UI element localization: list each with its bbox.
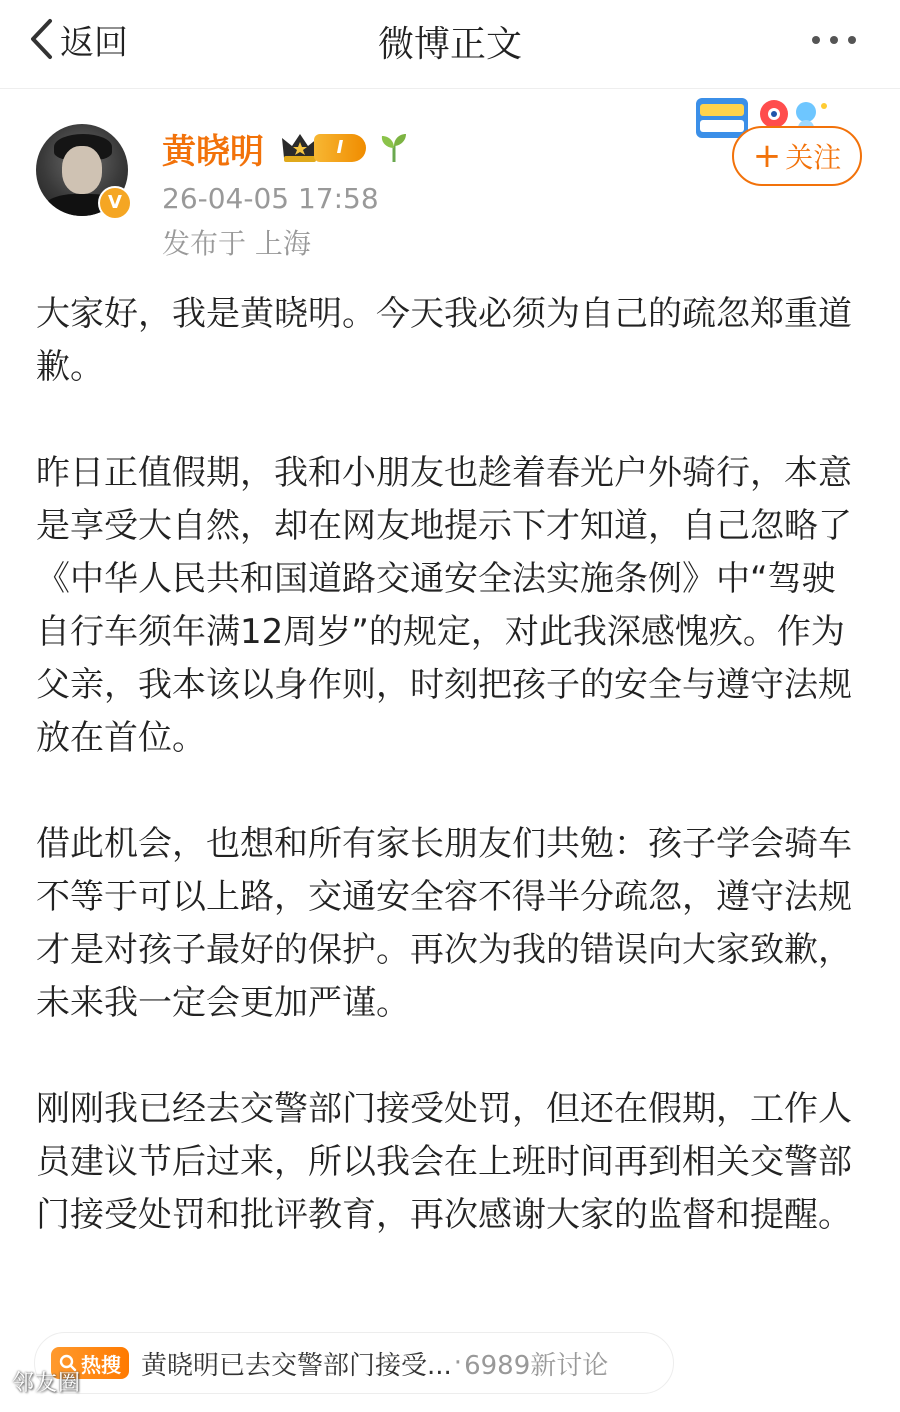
hot-search-tag-label: 热搜	[81, 1352, 121, 1377]
post-content	[36, 288, 866, 1242]
more-dots-icon[interactable]	[812, 22, 856, 58]
hot-search-link[interactable]	[34, 1332, 674, 1394]
post-paragraph: 大家好，我是黄晓明。今天我必须为自己的疏忽郑重道歉。	[36, 294, 852, 387]
post-timestamp: 26-04-05 17:58	[162, 182, 379, 215]
watermark: 邻友圈	[12, 1371, 82, 1396]
hot-search-text: 黄晓明已去交警部门接受...	[141, 1350, 452, 1381]
top-nav-bar	[0, 0, 900, 89]
post-paragraph: 刚刚我已经去交警部门接受处罚，但还在假期，工作人员建议节后过来，所以我会在上班时间再到相关交警部门接受处罚和批评教育，再次感谢大家的监督和提醒。	[36, 1089, 852, 1235]
author-name[interactable]: 黄晓明	[162, 132, 264, 172]
follow-button[interactable]	[732, 126, 862, 186]
plus-icon: +	[752, 136, 782, 176]
post-location: 发布于 上海	[162, 227, 311, 260]
post-paragraph: 昨日正值假期，我和小朋友也趁着春光户外骑行，本意是享受大自然，却在网友地提示下才知道，自己忽略了《中华人民共和国道路交通安全法实施条例》中“驾驶自行车须年满12周岁”的规定，对此我深感愧疚。作为父亲，我本该以身作则，时刻把孩子的安全与遵守法规放在首位。	[36, 453, 852, 758]
back-label: 返回	[60, 22, 128, 63]
hot-search-count: 6989新讨论	[464, 1350, 609, 1381]
post-paragraph: 借此机会，也想和所有家长朋友们共勉：孩子学会骑车不等于可以上路，交通安全容不得半分疏忽，遵守法规才是对孩子最好的保护。再次为我的错误向大家致歉，未来我一定会更加严谨。	[36, 824, 852, 1023]
sprout-icon	[378, 130, 410, 164]
verified-badge: V	[98, 186, 132, 220]
page-title: 微博正文	[377, 24, 522, 65]
follow-label: 关注	[785, 141, 842, 174]
level-badge: I	[314, 134, 366, 162]
hot-search-separator: ·	[453, 1348, 463, 1378]
